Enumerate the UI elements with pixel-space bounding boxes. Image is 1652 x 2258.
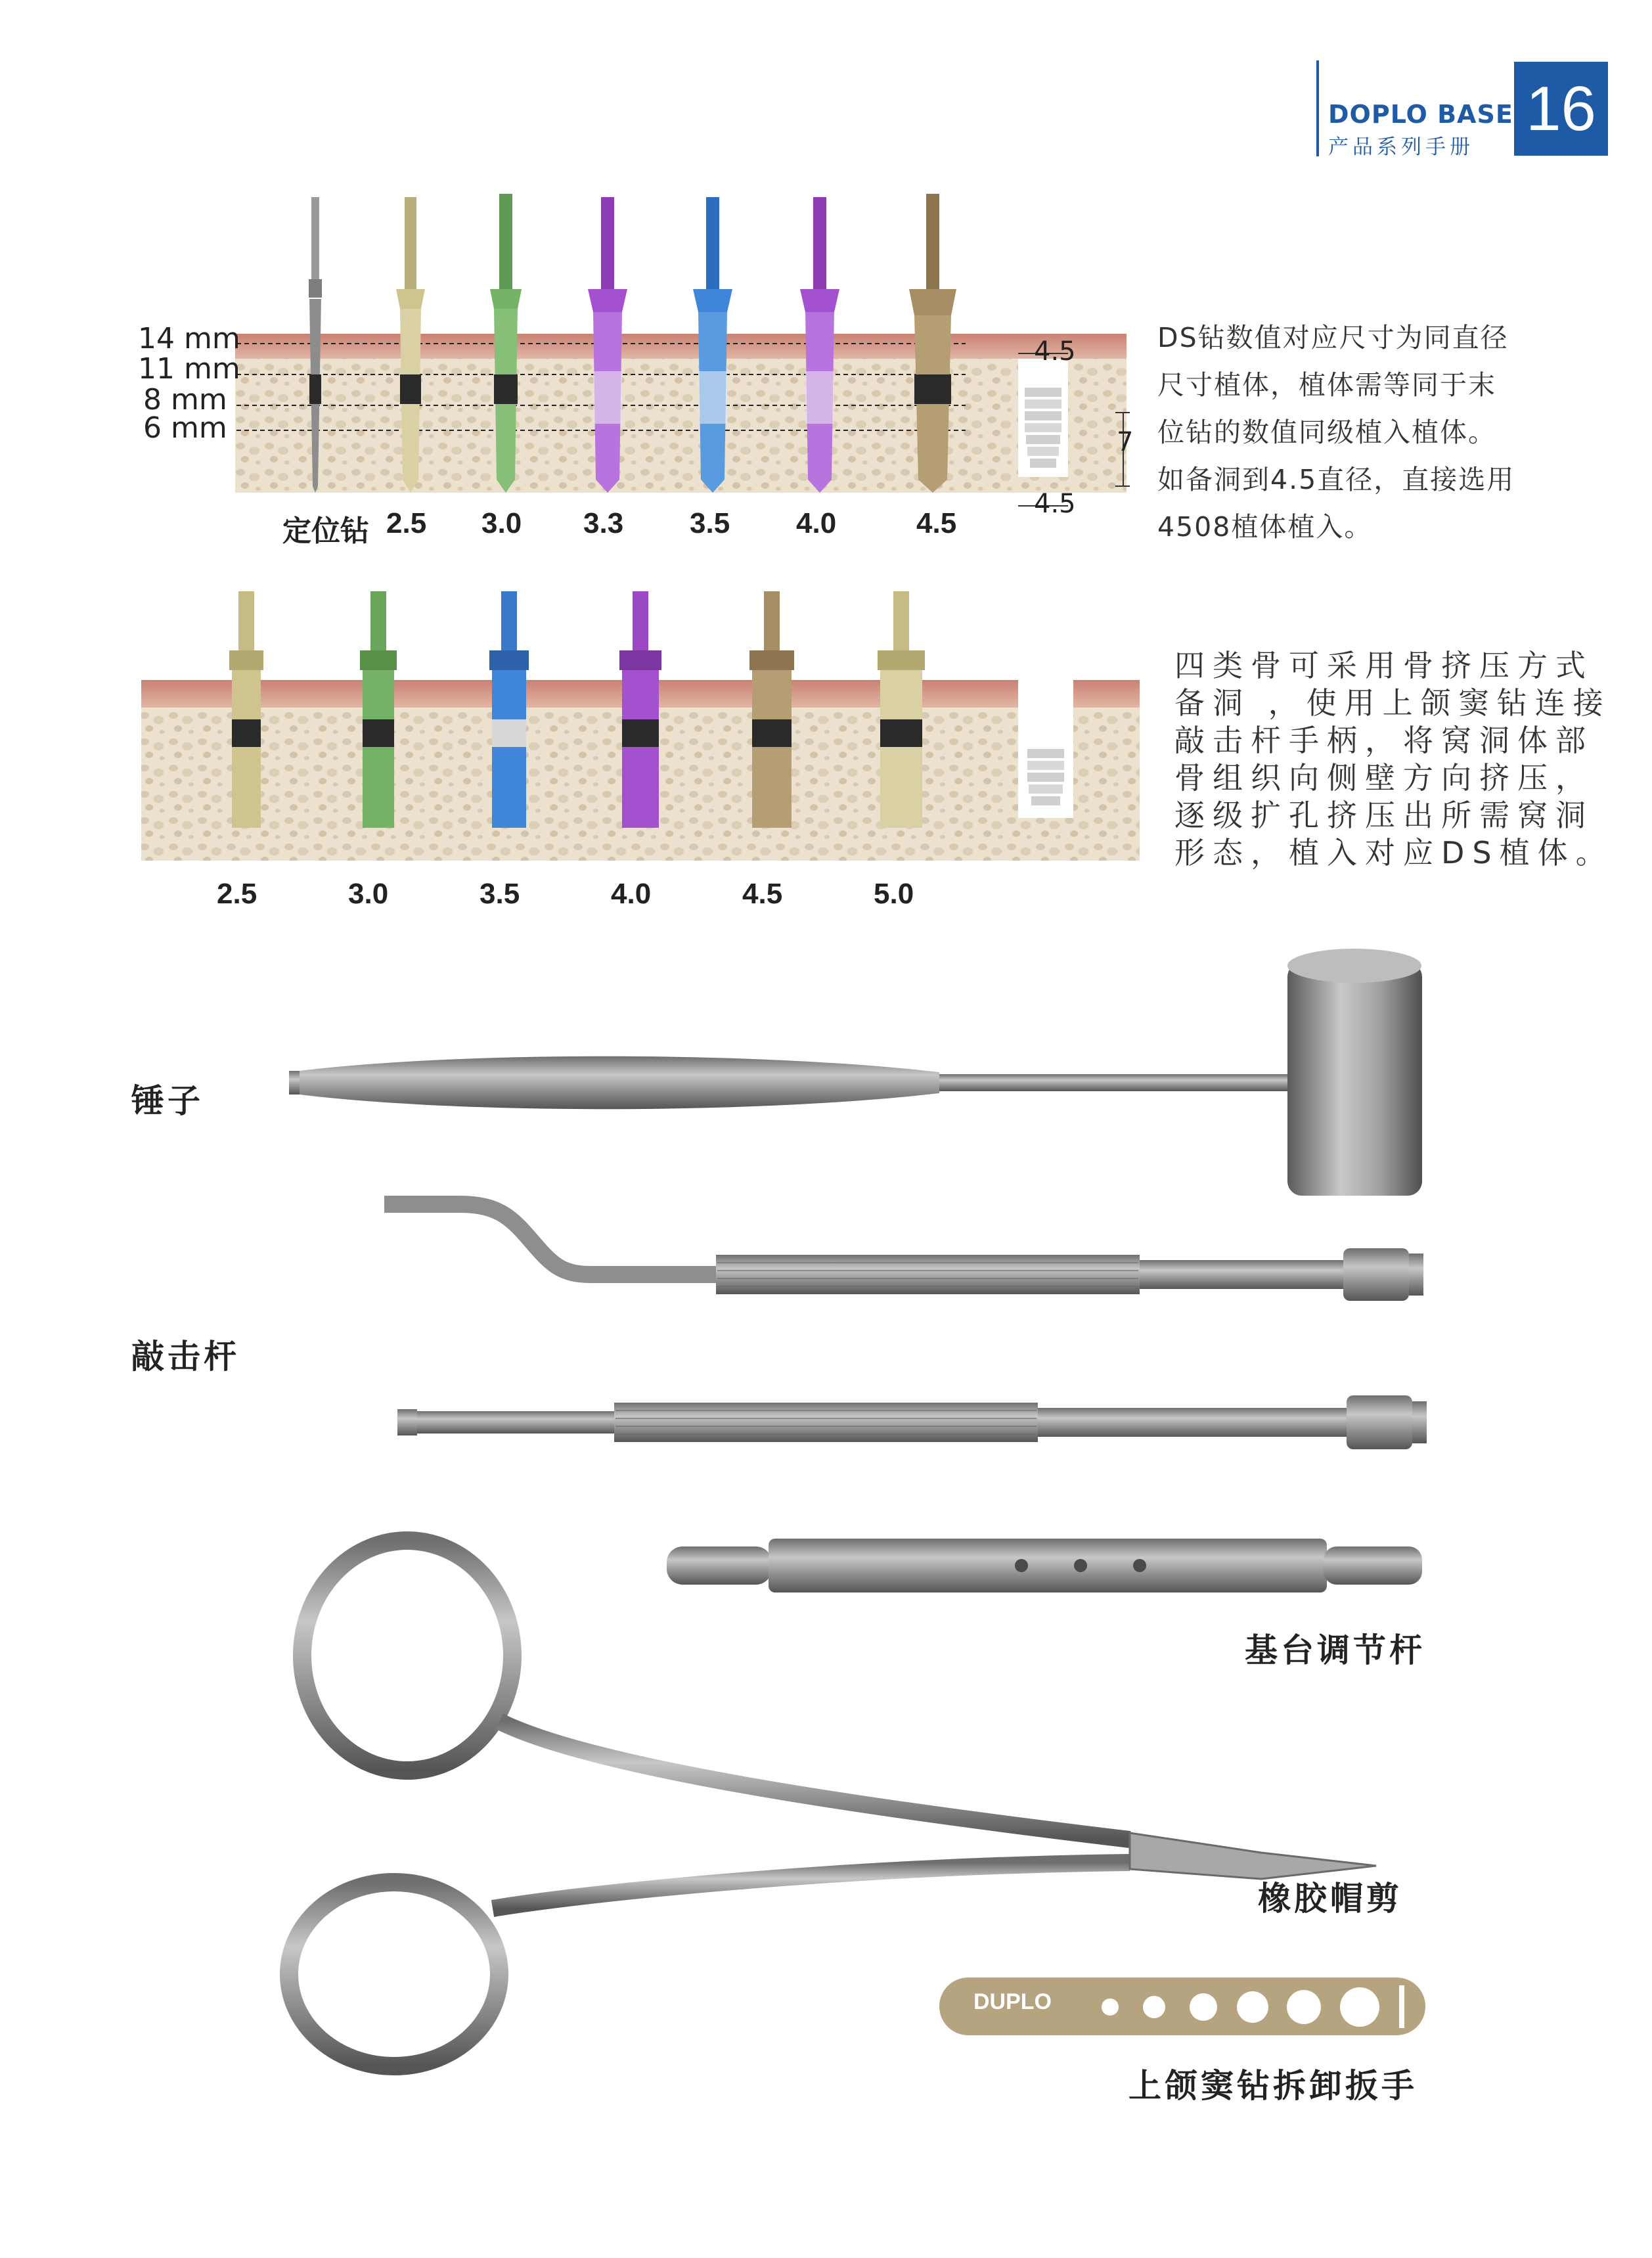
header-rule	[1316, 60, 1319, 156]
osteotome-label-4-5: 4.5	[742, 878, 783, 910]
drill-label-pilot: 定位钻	[282, 515, 369, 547]
compression-description-line: 四类骨可采用骨挤压方式	[1174, 648, 1594, 683]
ds-description-line: 位钻的数值同级植入植体。	[1157, 417, 1496, 448]
page-number: 16	[1514, 62, 1608, 156]
brand-subtitle: 产品系列手册	[1328, 135, 1474, 159]
ds-description	[1157, 314, 1591, 551]
implant-dim-top: 4.5	[1034, 336, 1076, 367]
wrench-label: 上颌窦钻拆卸扳手	[1128, 2067, 1418, 2105]
gum-layer	[235, 334, 1127, 359]
depth-label-14: 14 mm	[138, 322, 240, 355]
bone-compression-description	[1174, 647, 1621, 872]
compression-description-line: 敲击杆手柄，将窝洞体部	[1174, 723, 1594, 758]
striking-rod-label: 敲击杆	[131, 1338, 240, 1376]
osteotome-4-0	[619, 591, 661, 828]
osteotome-5-0	[878, 591, 925, 828]
compression-description-line: 逐级扩孔挤压出所需窝洞	[1174, 798, 1594, 833]
depth-label-6: 6 mm	[143, 411, 227, 445]
brand-name: DOPLO BASE	[1328, 100, 1513, 129]
osteotome-label-3-0: 3.0	[348, 878, 389, 910]
striking-rod-2	[397, 1395, 1427, 1449]
osteotome-label-2-5: 2.5	[217, 878, 257, 910]
depth-label-11: 11 mm	[138, 352, 240, 386]
compression-description-line: 备洞 ，使用上颌窦钻连接	[1174, 685, 1611, 721]
striking-rod-1	[384, 1204, 1423, 1301]
osteotome-label-4-0: 4.0	[611, 878, 652, 910]
scissors-label: 橡胶帽剪	[1258, 1880, 1402, 1918]
abutment-adjusting-rod	[667, 1539, 1422, 1592]
wrench-brand-text: DUPLO	[973, 1989, 1052, 2014]
osteotome-2-5	[229, 591, 263, 828]
depth-label-8: 8 mm	[143, 383, 227, 417]
implant-2	[1027, 749, 1064, 805]
drill-label-2-5: 2.5	[386, 507, 427, 539]
compression-description-line: 形态，植入对应DS植体。	[1174, 835, 1614, 870]
ds-description-line: 如备洞到4.5直径，直接选用	[1157, 464, 1515, 495]
drill-label-3-5: 3.5	[690, 507, 730, 539]
drill-label-4-0: 4.0	[796, 507, 837, 539]
compression-description-line: 骨组织向侧壁方向挤压，	[1174, 760, 1594, 796]
drill-label-3-0: 3.0	[481, 507, 522, 539]
abutment-rod-label: 基台调节杆	[1245, 1631, 1425, 1669]
implant-dim-bottom: 4.5	[1034, 489, 1076, 519]
osteotome-3-0	[360, 591, 397, 828]
osteotome-diagram	[138, 578, 1150, 867]
ds-description-line: 4508植体植入。	[1157, 511, 1373, 543]
implant	[1025, 388, 1061, 468]
implant-dim-height: 7	[1117, 427, 1134, 457]
hammer-label: 锤子	[131, 1082, 204, 1120]
ds-description-line: DS钻数值对应尺寸为同直径	[1157, 322, 1509, 353]
bone-block	[235, 337, 1127, 493]
hammer	[289, 949, 1422, 1196]
osteotome-label-5-0: 5.0	[874, 878, 914, 910]
tools-illustration	[0, 946, 1652, 2135]
ds-description-line: 尺寸植体，植体需等同于末	[1157, 369, 1496, 401]
drill-label-3-3: 3.3	[583, 507, 624, 539]
drill-label-4-5: 4.5	[916, 507, 957, 539]
osteotome-4-5	[749, 591, 794, 828]
ds-drill-diagram	[118, 177, 1143, 545]
osteotome-3-5	[489, 591, 529, 828]
osteotome-label-3-5: 3.5	[480, 878, 520, 910]
